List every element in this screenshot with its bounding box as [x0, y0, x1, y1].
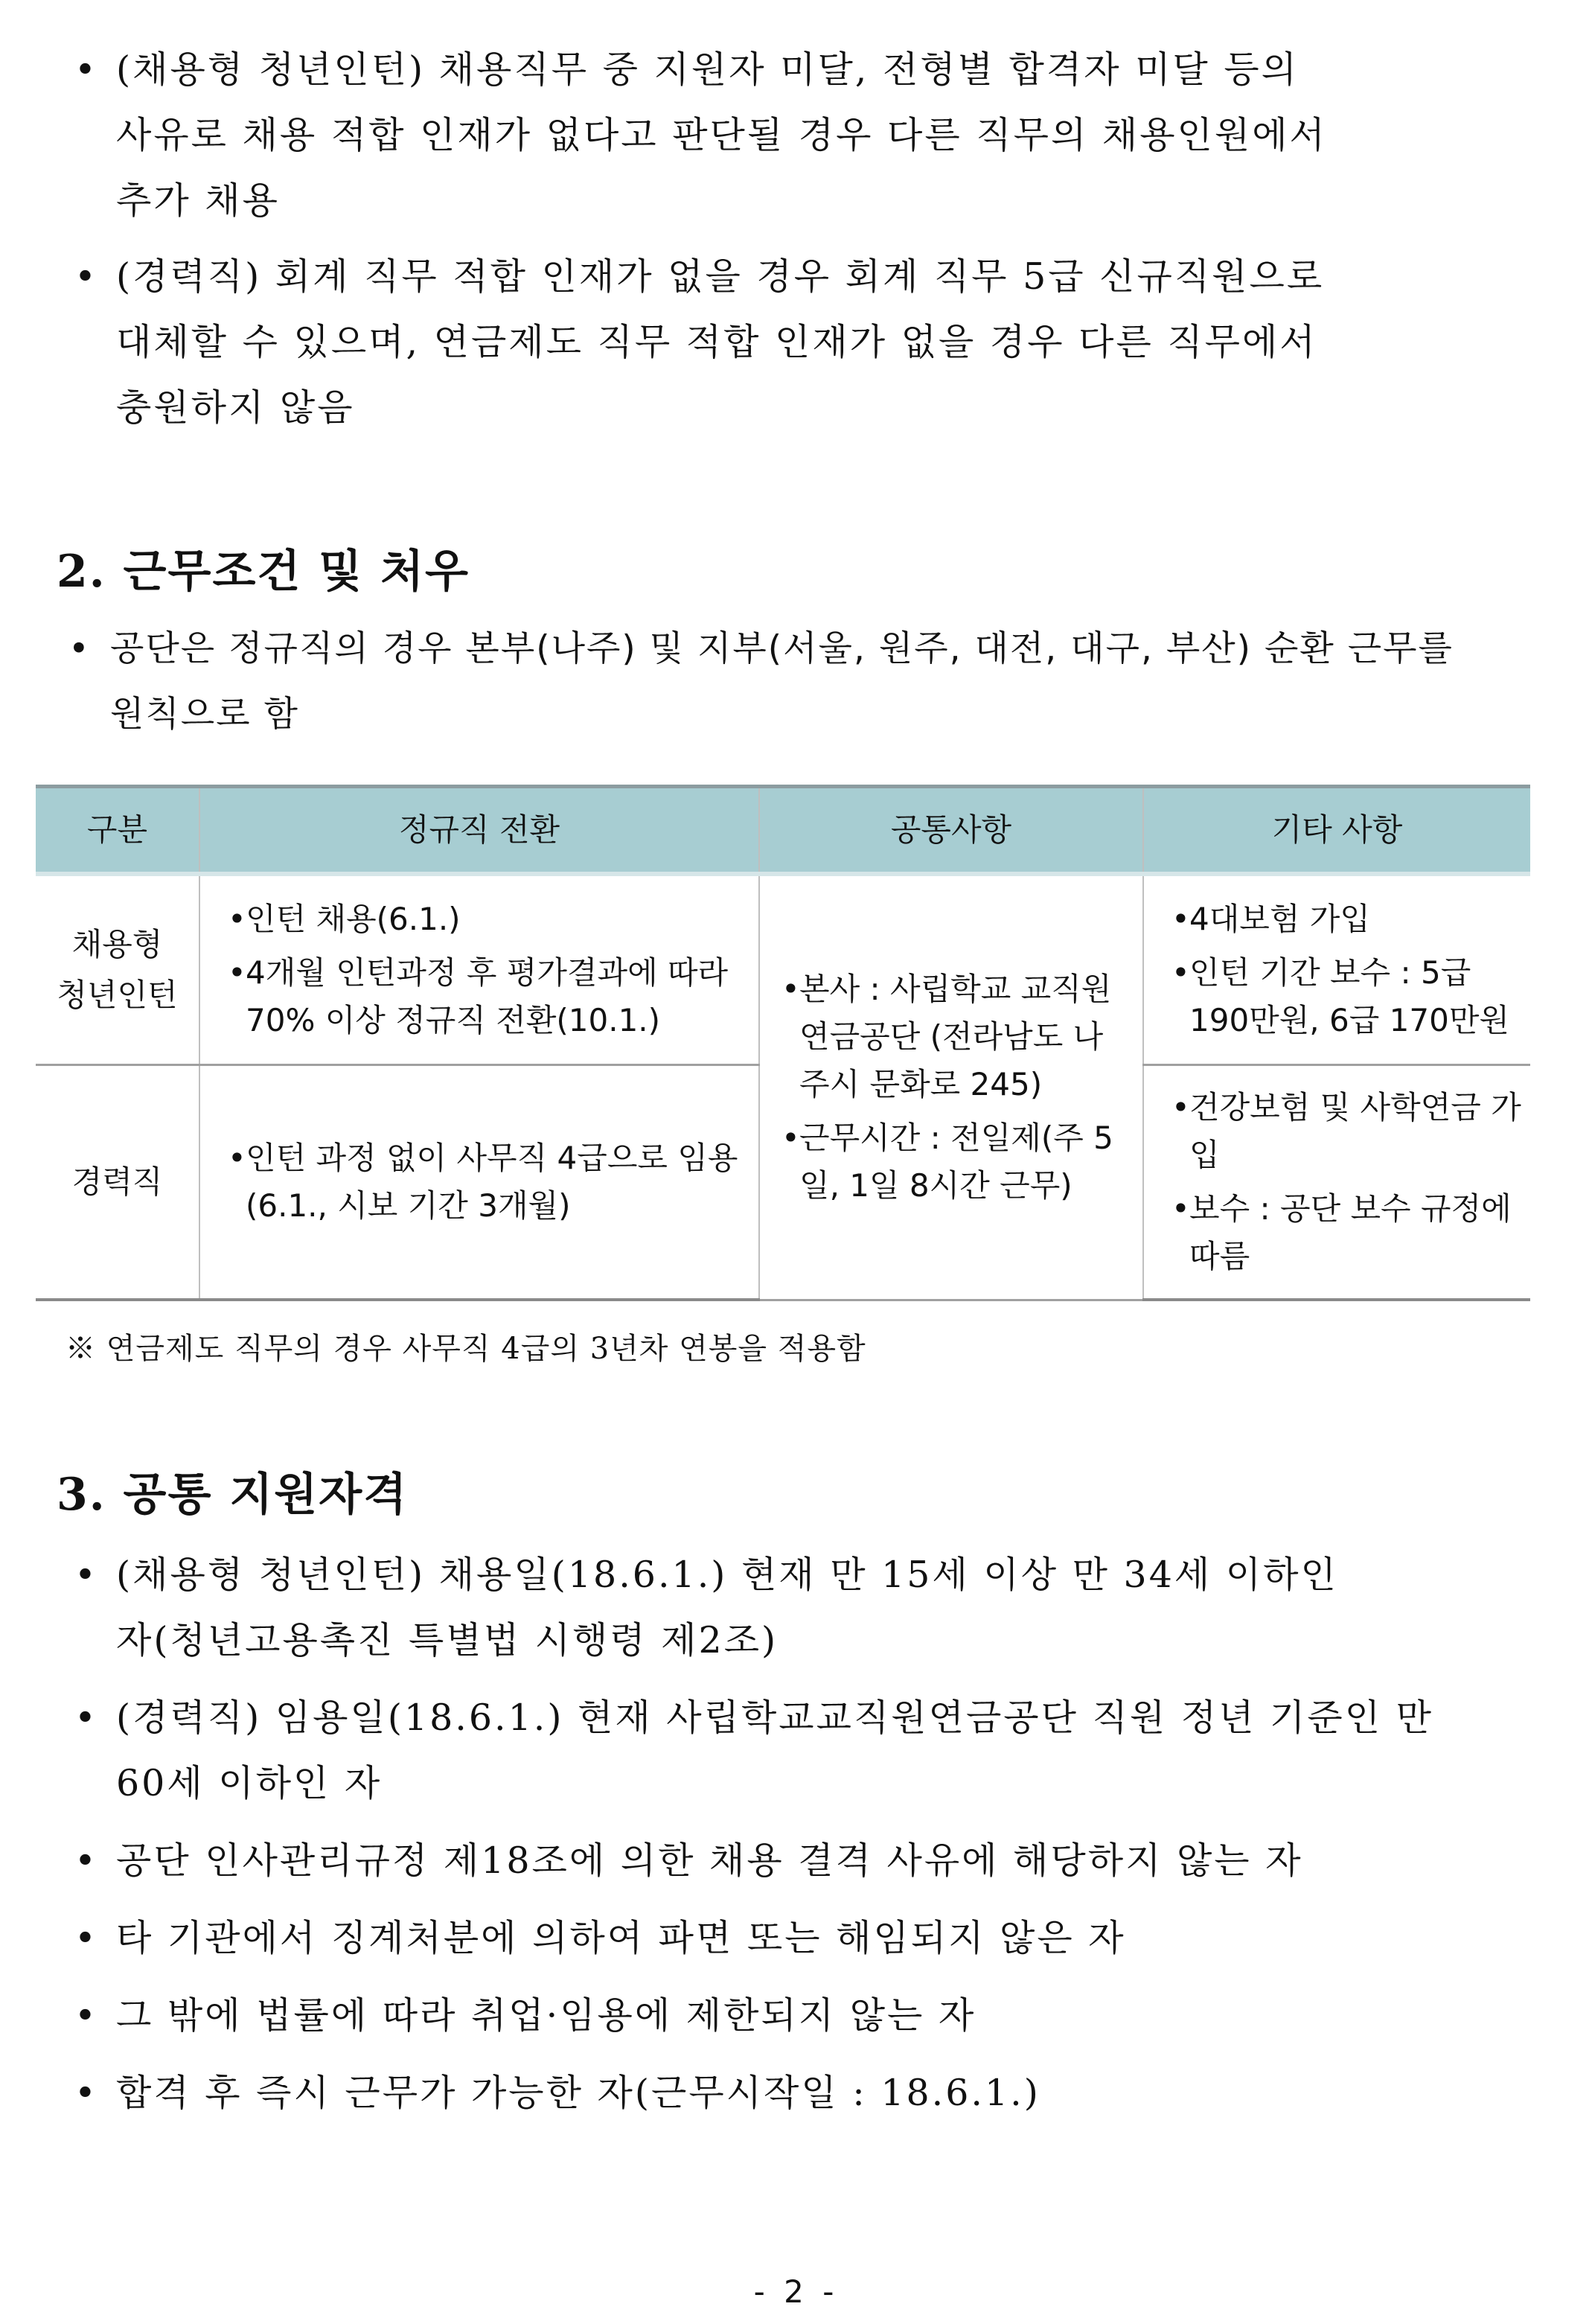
bullet-line: 자(청년고용촉진 특별법 시행령 제2조): [116, 1619, 779, 1661]
table-header-cell: 기타 사항: [1143, 787, 1530, 875]
table-header-cell: 정규직 전환: [199, 787, 759, 875]
bullet-dot: •: [74, 1696, 98, 1739]
category-line: 청년인턴: [57, 977, 178, 1013]
bullet-line: 충원하지 않음: [116, 386, 355, 429]
bullet-line: (경력직) 임용일(18.6.1.) 현재 사립학교교직원연금공단 직원 정년 기준인 만: [116, 1696, 1433, 1739]
section-3-title: 3. 공통 지원자격: [57, 1469, 409, 1521]
bullet-dot: •: [74, 48, 98, 91]
table-footnote: ※ 연금제도 직무의 경우 사무직 4급의 3년차 연봉을 적용함: [65, 1332, 866, 1366]
category-line: 채용형: [71, 926, 163, 963]
bullet-line: 대체할 수 있으며, 연금제도 직무 적합 인재가 없을 경우 다른 직무에서: [116, 321, 1317, 363]
cell-list-item: • 4개월 인턴과정 후 평가결과에 따라 70% 이상 정규직 전환(10.1.): [228, 949, 750, 1044]
bullet-dot: •: [74, 1554, 98, 1596]
conversion-cell: [199, 874, 759, 1065]
page-number: - 2 -: [753, 2273, 839, 2310]
bullet-dot: •: [74, 1917, 98, 1959]
cell-list-item: • 인턴 기간 보수 : 5급 190만원, 6급 170만원: [1171, 949, 1522, 1044]
bullet-line: (채용형 청년인턴) 채용직무 중 지원자 미달, 전형별 합격자 미달 등의: [116, 48, 1300, 91]
cell-list-item: • 근무시간 : 전일제(주 5일, 1일 8시간 근무): [781, 1114, 1127, 1210]
bullet-item: [74, 2060, 1533, 2126]
work-conditions-table: [36, 785, 1530, 1295]
bullet-line: 그 밖에 법률에 따라 취업·임용에 제한되지 않는 자: [116, 1994, 976, 2037]
cell-list-item: • 보수 : 공단 보수 규정에 따름: [1171, 1185, 1522, 1280]
bullet-line: 60세 이하인 자: [116, 1762, 383, 1804]
bullet-dot: •: [74, 2072, 98, 2114]
bullet-line: 사유로 채용 적합 인재가 없다고 판단될 경우 다른 직무의 채용인원에서: [116, 114, 1327, 156]
section-2-bullet-list: [68, 616, 1550, 747]
other-list: [1145, 1084, 1529, 1280]
bullet-line: 공단은 정규직의 경우 본부(나주) 및 지부(서울, 원주, 대전, 대구, 부산) 순환 근무를: [110, 628, 1454, 669]
bullet-item: [74, 1983, 1533, 2049]
table-header-row: [36, 787, 1530, 875]
bullet-line: 합격 후 즉시 근무가 가능한 자(근무시작일 : 18.6.1.): [116, 2072, 1040, 2114]
bullet-line: (채용형 청년인턴) 채용일(18.6.1.) 현재 만 15세 이상 만 34세 이하인: [116, 1554, 1338, 1596]
bullet-item: [74, 244, 1533, 441]
category-cell: [36, 874, 199, 1065]
common-cell: [759, 874, 1143, 1300]
bullet-item: [74, 1828, 1533, 1894]
cell-list-item: • 인턴 과정 없이 사무직 4급으로 임용(6.1., 시보 기간 3개월): [228, 1134, 750, 1230]
category-cell: [36, 1065, 199, 1300]
top-bullet-list: [74, 37, 1533, 441]
section-2-title: 2. 근무조건 및 처우: [57, 546, 470, 598]
common-list: [761, 965, 1142, 1210]
cell-list-item: • 4대보험 가입: [1171, 896, 1522, 943]
bullet-dot: •: [68, 628, 91, 669]
cell-list-item: • 인턴 채용(6.1.): [228, 896, 750, 943]
bullet-item: [74, 1542, 1533, 1673]
other-cell: [1143, 1065, 1530, 1300]
category-line: 경력직: [71, 1163, 163, 1200]
bullet-item: [74, 1685, 1533, 1816]
other-cell: [1143, 874, 1530, 1065]
other-list: [1145, 896, 1529, 1044]
bullet-line: 타 기관에서 징계처분에 의하여 파면 또는 해임되지 않은 자: [116, 1917, 1126, 1959]
conversion-list: [201, 896, 758, 1044]
table-row: [36, 874, 1530, 1065]
conversion-list: [201, 1134, 758, 1230]
section-3-bullet-list: [74, 1542, 1533, 2126]
bullet-dot: •: [74, 1839, 98, 1882]
bullet-line: 원칙으로 함: [110, 694, 299, 735]
conversion-cell: [199, 1065, 759, 1300]
bullet-item: [74, 1906, 1533, 1971]
bullet-item: [68, 616, 1550, 747]
table-header-cell: 공통사항: [759, 787, 1143, 875]
bullet-line: 공단 인사관리규정 제18조에 의한 채용 결격 사유에 해당하지 않는 자: [116, 1839, 1303, 1882]
bullet-dot: •: [74, 1994, 98, 2037]
bullet-dot: •: [74, 255, 98, 298]
cell-list-item: • 건강보험 및 사학연금 가입: [1171, 1084, 1522, 1179]
table-header-cell: 구분: [36, 787, 199, 875]
bullet-line: (경력직) 회계 직무 적합 인재가 없을 경우 회계 직무 5급 신규직원으로: [116, 255, 1325, 298]
bullet-item: [74, 37, 1533, 234]
cell-list-item: • 본사 : 사립학교 교직원연금공단 (전라남도 나주시 문화로 245): [781, 965, 1127, 1108]
bullet-line: 추가 채용: [116, 179, 280, 222]
